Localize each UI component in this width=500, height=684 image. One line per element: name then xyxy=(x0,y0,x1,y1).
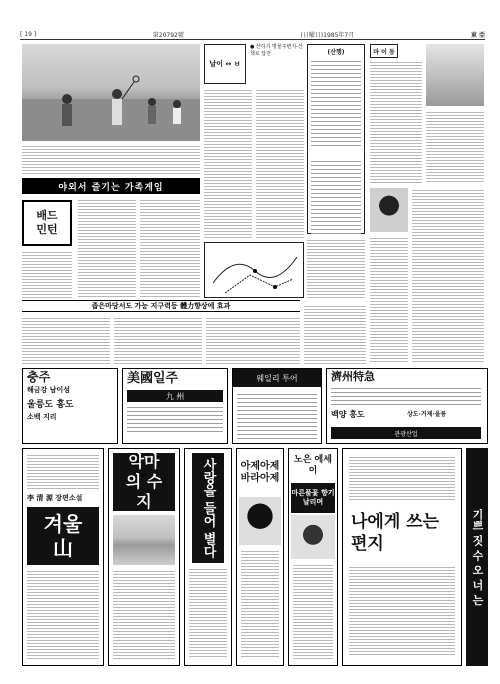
ad-weekly-table xyxy=(237,391,317,439)
ad-book5-sub: 마른풀꽃 향기 날리며 xyxy=(291,489,335,506)
ad-book3-body xyxy=(189,567,227,659)
right-vertical-ad xyxy=(466,448,488,666)
masthead: 東 亞 xyxy=(470,32,485,39)
ad-jeju-sub: 백양 홍도 xyxy=(331,410,365,419)
center-body-lower xyxy=(304,304,366,364)
route-map xyxy=(204,242,304,298)
ad-book1-blurb xyxy=(27,453,99,489)
ad-book5-sub-box xyxy=(291,483,335,513)
mid-headline: ● 산하기 명물주변지-산책로 답걷 xyxy=(250,44,303,57)
ad-jeju-table xyxy=(331,385,481,405)
ad-book6-body xyxy=(349,565,455,657)
ad-book4-body xyxy=(241,549,279,659)
listing-box xyxy=(307,44,365,234)
ad-book-love xyxy=(184,448,232,666)
mid-body-col2 xyxy=(256,88,304,238)
right-body-col3 xyxy=(412,188,484,364)
ad-book2-title: 악마의 수지 xyxy=(125,452,163,511)
family-photo xyxy=(22,44,200,141)
ad-book1-author: 李 清 源 장편소설 xyxy=(27,494,83,502)
ad-book2-image xyxy=(113,515,175,565)
ad-weekly-title-band: 웨일리 투어 xyxy=(233,369,321,387)
ad-usa-box: 九 州 xyxy=(127,390,223,402)
right-body-col4 xyxy=(370,236,408,364)
listing-title: (산행) xyxy=(327,49,345,56)
right-body-col2 xyxy=(426,110,484,184)
article-body-bottom-1 xyxy=(22,316,110,364)
ad-book6-title: 나에게 쓰는 편지 xyxy=(351,512,440,554)
article-bar: 좁은마당서도 가능 지구력등 體力향상에 효과 xyxy=(22,300,300,312)
ad-book-devil xyxy=(108,448,180,666)
listing-table-1 xyxy=(311,58,361,148)
article-title: 야외서 즐기는 가족게임 xyxy=(22,178,200,194)
ad-chungju xyxy=(22,368,118,444)
right-vertical-text: 기쁘 짓 수 오 너 는 xyxy=(471,508,484,606)
ad-book1-title-box xyxy=(27,507,99,565)
ad-book3-title-box xyxy=(192,453,224,563)
ad-chungju-sub: 해금강 남이섬 xyxy=(27,386,71,394)
article-subtitle-box xyxy=(22,200,72,246)
ad-book5-title-box xyxy=(291,451,335,481)
article-body-bottom-3 xyxy=(206,316,300,364)
portrait-photo-2 xyxy=(370,188,408,232)
listing-notes xyxy=(307,238,365,300)
ad-usa-title: 美國일주 xyxy=(127,371,179,386)
ad-book4-title: 아제아제 바라아제 xyxy=(240,461,280,484)
portrait-photo-1 xyxy=(426,44,484,106)
ad-book5-image xyxy=(291,515,335,559)
ad-book-ajeaje xyxy=(236,448,284,666)
page-number: [ 19 ] xyxy=(20,31,37,38)
ad-book1-body xyxy=(27,569,99,659)
badminton-players-image xyxy=(22,44,200,141)
ad-book6-blurb xyxy=(349,455,455,501)
ad-book-essay xyxy=(288,448,338,666)
ad-book-letter xyxy=(342,448,462,666)
ad-book5-body xyxy=(293,563,333,659)
issue-number: 第20792號 xyxy=(152,32,184,39)
ad-jeju-title: 濟州特急 xyxy=(331,370,375,383)
ad-chungju-title: 충주 xyxy=(27,370,51,384)
right-box-title: 마 이 동 xyxy=(373,48,395,56)
ad-book2-title-box xyxy=(113,453,175,511)
ad-book5-title: 노은 에세이 xyxy=(294,455,332,476)
right-box-title-frame xyxy=(370,44,398,58)
ad-book4-title-box xyxy=(239,451,281,495)
ad-book3-title: 사랑을 들어 별다 xyxy=(200,457,216,559)
right-body-col1 xyxy=(370,60,422,184)
ad-jeju-company: 관광산업 xyxy=(331,427,481,439)
issue-date: (日曜日)1985年7月 xyxy=(300,32,355,39)
page-header xyxy=(20,30,485,40)
mid-logo: 날이 ↔ ㅂ xyxy=(209,60,241,68)
article-body-bottom-2 xyxy=(114,316,202,364)
mid-logo-box xyxy=(204,44,246,84)
article-body-col1 xyxy=(22,250,72,298)
ad-book1-title: 겨울 山 xyxy=(43,512,83,560)
article-body-col3 xyxy=(140,198,200,298)
ad-book2-body xyxy=(113,569,175,659)
ad-book-winter-mountain xyxy=(22,448,104,666)
ad-jeju-sub2: 상도·거제·울릉 xyxy=(407,411,447,418)
photo-caption xyxy=(22,144,200,174)
listing-table-2 xyxy=(311,158,361,236)
ad-chungju-sub3: 소백 지리 xyxy=(27,413,57,421)
mid-body-col1 xyxy=(204,88,252,238)
ad-jeju-express xyxy=(326,368,488,444)
ad-book4-image xyxy=(239,497,281,545)
article-subtitle: 배드 민턴 xyxy=(36,209,58,236)
ad-usa-tour xyxy=(122,368,228,444)
ad-usa-table xyxy=(127,404,223,432)
ad-chungju-sub2: 울릉도 홍도 xyxy=(27,400,74,410)
route-map-drawing xyxy=(205,243,305,299)
article-body-col2 xyxy=(78,198,136,298)
ad-weekly-tour xyxy=(232,368,322,444)
